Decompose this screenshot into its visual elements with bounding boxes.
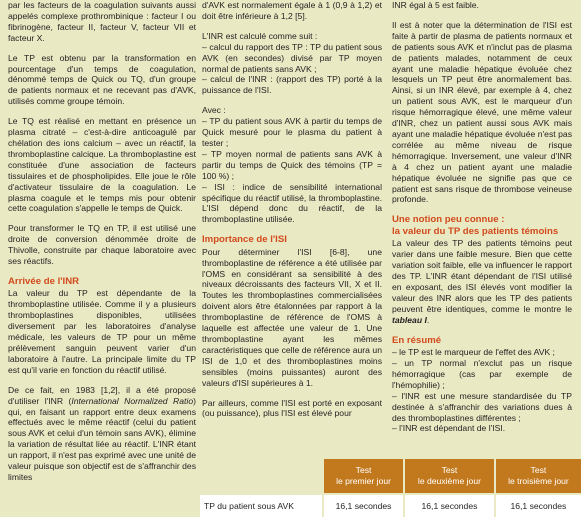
section-heading-resume: En résumé	[392, 334, 442, 346]
table-reference: tableau I	[392, 314, 427, 325]
calc-title: L'INR est calculé comme suit :	[202, 30, 318, 41]
text-run: La valeur des TP des patients témoins peut varier dans une faible mesure. Bien que cette variation soit faible, elle va influencer le rapport des TP. L'INR étant dépendant de l'ISI utilisé en exposant, des ISI élevés vont modifier la valeur des INR alors que les TP des patients peuvent être identiques, comme le montre le	[392, 238, 572, 314]
paragraph	[392, 238, 572, 325]
table-row-label: TP du patient sous AVK	[200, 494, 323, 517]
paragraph	[8, 385, 196, 483]
header-text: Test le troisième jour	[508, 465, 569, 486]
table-header-day3	[495, 459, 581, 494]
summary-item: – l'INR est dépendant de l'ISI.	[392, 423, 506, 434]
header-text: Test le premier jour	[336, 465, 391, 486]
paragraph: par les facteurs de la coagulation suivants aussi appelés complexe prothrombinique : facteur I ou fibrinogène, facteur II, facteur V, facteur VII et facteur X.	[8, 0, 196, 43]
paragraph: INR égal à 5 est faible.	[392, 0, 479, 10]
paragraph: d'AVK est normalement égale à 1 (0,9 à 1,2) et doit être inférieure à 1,2 [5].	[202, 0, 382, 21]
summary-item: – un TP normal n'exclut pas un risque hémorragique (cas par exemple de l'hémophilie) ;	[392, 357, 572, 390]
table-cell: 16,1 secondes	[323, 494, 404, 517]
table-cell: 16,1 secondes	[404, 494, 495, 517]
inr-full-name: International Normalized Ratio	[71, 395, 194, 406]
avec-item: – TP moyen normal de patients sans AVK à partir du temps de Quick des témoins (TP = 100 %) ;	[202, 148, 382, 181]
column-left	[8, 0, 196, 483]
table-cell: 16,1 secondes	[495, 494, 581, 517]
text-run: De ce fait, en 1983 [1,2], il a été proposé d'utiliser l'INR (	[8, 384, 196, 406]
avec-title: Avec :	[202, 105, 226, 116]
paragraph: Le TP est obtenu par la transformation en pourcentage d'un temps de coagulation, dénommé temps de Quick ou TQ, d'un groupe de patients normaux et ne recevant pas d'AVK, utilisés comme groupe témoin.	[8, 52, 196, 107]
paragraph: Par ailleurs, comme l'ISI est porté en exposant (ou puissance), plus l'ISI est élevé pour	[202, 397, 382, 419]
table-row	[200, 494, 581, 517]
summary-item: – l'INR est une mesure standardisée du TP destinée à s'affranchir des variations dues à des thromboplastines différentes ;	[392, 390, 572, 423]
data-table	[200, 459, 581, 517]
paragraph: La valeur du TP est dépendante de la thromboplastine utilisée. Comme il y a plusieurs thromboplastines disponibles, utilisées diversement par les laboratoires d'analyse médicale, les valeurs de TP pour un même prélèvement sanguin peuvent varier d'un laboratoire à l'autre. La principale limite du TP est qu'il varie en fonction du réactif utilisé.	[8, 288, 196, 375]
calc-step: – calcul de l'INR : (rapport des TP) porté à la puissance de l'ISI.	[202, 74, 382, 96]
paragraph: Il est à noter que la détermination de l'ISI est faite à partir de plasma de patients normaux et de patients sous AVK et n'inclut pas de plasma de patients malades, notamment de ceux ayant une maladie hépatique évoluée chez lesquels un TP peut être anormalement bas. Ainsi, si un INR élevé, par exemple à 4, chez un patient sous AVK, est le marqueur d'un risque hémorragique élevé, une même valeur d'INR, chez un patient aussi sous AVK mais ayant une maladie hépatique évoluée n'est pas corrélée au même niveau de risque hémorragique. Inversement, une valeur d'INR à 4 chez un patient ayant une maladie hépatique évoluée ne signifie pas que ce patient est sans risque de thrombose veineuse profonde.	[392, 19, 572, 205]
text-run: .	[426, 314, 430, 325]
summary-item: – le TP est le marqueur de l'effet des AVK ;	[392, 347, 555, 358]
table-header-day2	[404, 459, 495, 494]
avec-item: – ISI : indice de sensibilité international spécifique du réactif utilisé, la thromboplastine. L'ISI dépend donc du réactif, de la thromboplastine utilisée.	[202, 181, 382, 225]
paragraph: Pour transformer le TQ en TP, il est utilisé une droite de conversion dénommée droite de Thivolle, construite par chaque laboratoire avec ses réactifs.	[8, 223, 196, 267]
section-heading-arrivee-inr: Arrivée de l'INR	[8, 275, 80, 287]
table-header-row	[200, 459, 581, 494]
calc-step: – calcul du rapport des TP : TP du patient sous AVK (en secondes) divisé par TP moyen normal de patients sans AVK ;	[202, 41, 382, 74]
section-heading-isi: Importance de l'ISI	[202, 234, 287, 246]
paragraph: Le TQ est réalisé en mettant en présence un plasma citraté – c'est-à-dire anticoagulé par chélation des ions calcium – avec un réactif, la thromboplastine calcique. La thromboplastine est constituée d'une association de facteurs tissulaires et de phospholipides. Elle joue le rôle d'activateur tissulaire de la coagulation. Le plasma coagule et le temps mis pour obtenir cette coagulation s'appelle le temps de Quick.	[8, 116, 196, 214]
table-header-day1	[323, 459, 404, 494]
text-run: ) qui, en faisant un rapport entre deux examens effectués avec le même réactif (celui du patient sous AVK et celui d'un témoin sans AVK), élimine la variation de résultat liée au réactif. L'INR étant un rapport, il n'est pas exprimé avec une unité de valeur puisque son objectif est de s'affranchir des limites	[8, 395, 196, 482]
table-corner	[200, 459, 323, 494]
header-text: Test le deuxième jour	[417, 465, 481, 486]
section-heading-notion: Une notion peu connue :	[392, 214, 505, 226]
section-heading-notion-sub: la valeur du TP des patients témoins	[392, 225, 559, 237]
column-middle	[202, 0, 382, 419]
avec-item: – TP du patient sous AVK à partir du temps de Quick mesuré pour le plasma du patient à tester ;	[202, 116, 382, 148]
comparison-table	[200, 459, 581, 516]
paragraph: Pour déterminer l'ISI [6-8], une thromboplastine de référence a été utilisée par l'OMS en considérant sa sensibilité à des niveaux décroissants des facteurs VII, X et II. Toutes les thromboplastines commercialisées doivent alors être étalonnées par rapport à la thromboplastine de référence de l'OMS à laquelle est affectée une valeur de 1. Une thromboplastine ayant les mêmes caractéristiques que celle de référence aura un ISI de 1,0 et des thromboplastines moins sensibles (moins puissantes) auront des valeurs d'ISI supérieures à 1.	[202, 246, 382, 388]
column-right	[392, 0, 572, 434]
